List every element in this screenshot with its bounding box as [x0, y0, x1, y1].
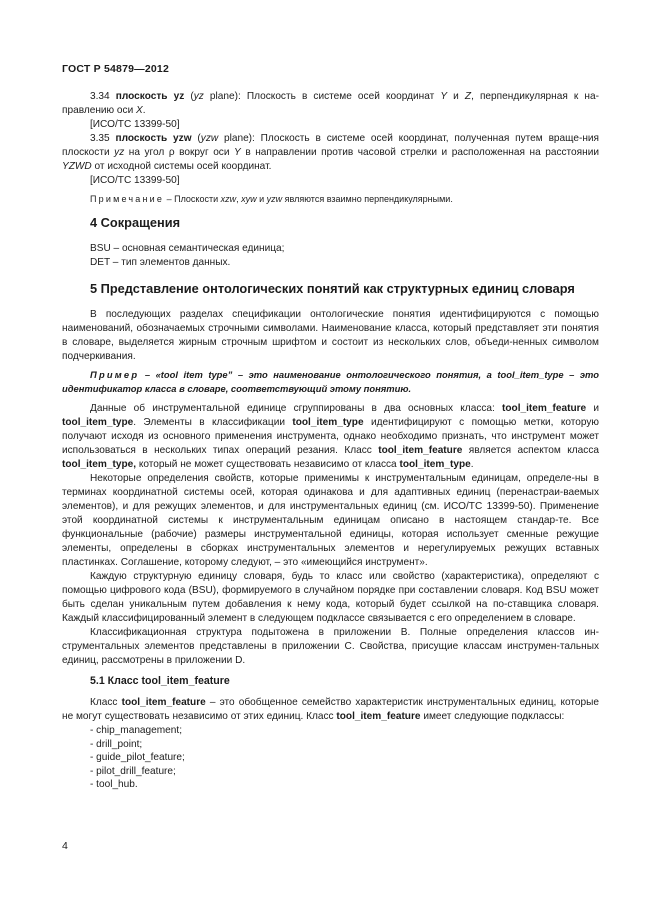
- list-item: - pilot_drill_feature;: [90, 765, 176, 777]
- text-span: в направлении против часовой стрелки и расположенная на расстоянии: [240, 147, 599, 158]
- class-name: tool_item_type: [62, 417, 134, 428]
- class-name: tool_item_feature: [502, 403, 587, 414]
- term-number: 3.34: [90, 91, 116, 102]
- term-name: плоскость yz: [115, 91, 185, 102]
- paragraph: [62, 696, 599, 724]
- text-span: идентифицируют с помощью метки, которую получают исходя из основного применения инструмента, однако необходимо признать, что инструмент может использоваться в нескольких типах операций резания. Класс: [62, 417, 599, 456]
- reference-iso-1: [ИСО/ТС 13399-50]: [90, 119, 180, 130]
- class-name: tool_item_type,: [62, 459, 137, 470]
- class-name: tool_item_type: [292, 417, 364, 428]
- subsection-5-1-title: 5.1 Класс tool_item_feature: [90, 675, 230, 687]
- list-item: - tool_hub.: [90, 779, 138, 790]
- note-label: Примечание: [90, 194, 165, 204]
- section-4-title: 4 Сокращения: [90, 215, 181, 230]
- plane-symbol: yzw: [266, 194, 283, 204]
- paragraph: В последующих разделах спецификации онтологические понятия идентифицируются с помощью наименований, обозначаемых строчными символами. Наименование класса, который представляет эти понятия в словаре, выделяется жирным строчным шрифтом и состоит из нескольких слов, объеди-ненных символом подчеркивания.: [62, 309, 599, 362]
- text-span: который не может существовать независимо от класса: [136, 459, 400, 470]
- text-span: .: [470, 459, 474, 470]
- text-span: plane): Плоскость в системе осей координат, полученная путем враще-ния плоскости: [62, 133, 599, 158]
- text-span: имеет следующие подклассы:: [420, 711, 565, 722]
- text-span: – Плоскости: [164, 194, 221, 204]
- axis-symbol: yz: [114, 147, 125, 158]
- axis-symbol: Y: [440, 91, 448, 102]
- text-span: , перпендикулярная к на-правлению оси: [62, 91, 599, 116]
- page-number: 4: [62, 840, 68, 852]
- abbrev-item: BSU – основная семантическая единица;: [90, 243, 285, 254]
- paragraph: Каждую структурную единицу словаря, будь то класс или свойство (характеристика), определяют с помощью цифрового кода (BSU), формируемого в случайном порядке при составлении словаря. Код BSU может быть сделан уникальным путем добавления к нему кода, который будет ссылкой на по-ставщика словаря. Каждый классифицированный элемент в следующем подклассе связывается с его определением в словаре.: [62, 571, 599, 624]
- term-3-34: [62, 90, 599, 118]
- class-name: tool_item_feature: [378, 445, 463, 456]
- term-english: yz: [193, 91, 204, 102]
- list-item: - drill_point;: [90, 738, 143, 750]
- axis-symbol: Y: [234, 147, 241, 158]
- term-number: 3.35: [90, 133, 116, 144]
- paragraph: Некоторые определения свойств, которые применимы к инструментальным единицам, определе-ны в терминах координатной системы осей, которая одинакова и для адаптивных единиц (перенастраи-ваемых элементов), и для режущих элементов, и для инструментальных единиц (см. ИСО/ТС 13399-50). Применение этой координатной системы к инструментальным единицам описано в настоящем стандар-те. Все функциональные (рабочие) размеры инструментальной единицы, которая использует сменные режущие элементы, определены в сборках инструментальных элементов и нерегулируемых режущих вставных пластинках. Соглашение, которому следуют, – это «имеющийся инструмент».: [62, 473, 599, 568]
- term-3-35: [62, 132, 599, 174]
- section-5-title: 5 Представление онтологических понятий как структурных единиц словаря: [90, 281, 575, 296]
- text-span: – «tool item type” – это наименование онтологического понятия, а tool_item_type – это идентификатор класса в словаре, соответствующий этому понятию.: [62, 369, 599, 394]
- class-name: tool_item_type: [399, 459, 471, 470]
- reference-iso-2: [ИСО/ТС 13399-50]: [90, 175, 180, 186]
- page-content: [62, 90, 599, 792]
- example-label: Пример: [90, 369, 140, 380]
- text-span: . Элементы в классификации: [133, 417, 293, 428]
- axis-symbol: Z: [464, 91, 472, 102]
- text-span: ,: [236, 194, 242, 204]
- text-span: plane): Плоскость в системе осей координат: [203, 91, 441, 102]
- list-item: - guide_pilot_feature;: [90, 752, 185, 763]
- text-span: является аспектом класса: [462, 445, 599, 456]
- text-span: (: [191, 133, 201, 144]
- paragraph: Классификационная структура подытожена в приложении В. Полные определения классов ин-струментальных элементов представлены в приложении С. Свойства, присущие классам инструмен-тальных единиц, рассмотрены в приложении D.: [62, 627, 599, 666]
- subclass-list: [62, 724, 599, 792]
- axis-symbol: YZWD: [62, 161, 92, 172]
- term-name: плоскость yzw: [115, 133, 192, 144]
- list-item: - chip_management;: [90, 725, 183, 736]
- class-name: tool_item_feature: [121, 697, 206, 708]
- text-span: и: [256, 194, 267, 204]
- plane-symbol: xyw: [241, 194, 257, 204]
- example: [62, 368, 599, 396]
- text-span: являются взаимно перпендикулярными.: [282, 194, 453, 204]
- plane-symbol: xzw: [220, 194, 237, 204]
- note: [62, 192, 599, 206]
- text-span: (: [184, 91, 194, 102]
- axis-symbol: X: [136, 105, 143, 116]
- abbrev-item: DET – тип элементов данных.: [90, 257, 231, 268]
- text-span: и: [447, 91, 465, 102]
- paragraph: [62, 402, 599, 472]
- text-span: и: [586, 403, 599, 414]
- text-span: Класс: [90, 697, 122, 708]
- document-header: ГОСТ Р 54879—2012: [62, 63, 170, 75]
- text-span: на угол ρ вокруг оси: [124, 147, 235, 158]
- text-span: от исходной системы осей координат.: [91, 161, 272, 172]
- class-name: tool_item_feature: [336, 711, 421, 722]
- term-english: yzw: [200, 133, 219, 144]
- text-span: .: [142, 105, 146, 116]
- text-span: Данные об инструментальной единице сгруппированы в два основных класса:: [90, 403, 503, 414]
- text-span: – это обобщенное семейство характеристик инструментальных единиц, которые не могут существовать независимо от этих единиц. Класс: [62, 697, 599, 722]
